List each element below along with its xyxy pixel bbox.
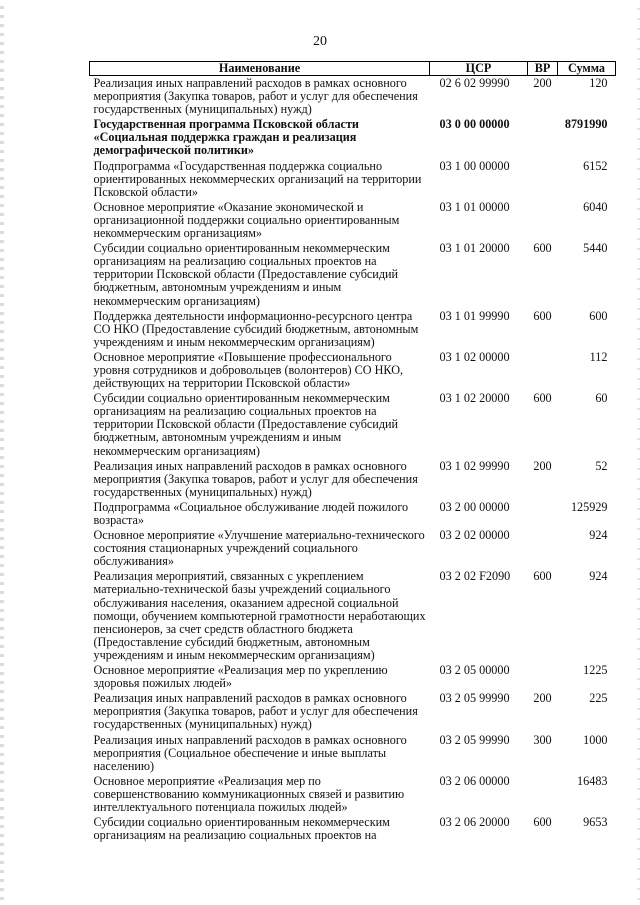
table-row xyxy=(90,569,616,663)
row-csr: 03 0 00 00000 xyxy=(439,117,510,132)
table-row xyxy=(90,815,616,843)
row-vr xyxy=(528,663,558,691)
header-sum: Сумма xyxy=(558,62,616,76)
row-name: Поддержка деятельности информационно-ресурсного центра СО НКО (Предоставление субсидий бюджетным, автономным учреждениям и иным некоммерческим организациям) xyxy=(93,308,419,349)
row-vr xyxy=(528,528,558,569)
row-sum: 16483 xyxy=(577,773,608,788)
row-sum: 5440 xyxy=(583,241,608,256)
row-sum: 120 xyxy=(589,76,608,90)
table-row xyxy=(90,350,616,391)
row-csr: 03 1 02 00000 xyxy=(439,349,510,364)
row-name: Государственная программа Псковской области «Социальная поддержка граждан и реализация демографической политики» xyxy=(93,117,359,158)
row-sum: 52 xyxy=(595,458,608,473)
row-csr: 03 2 02 00000 xyxy=(439,528,510,543)
row-sum: 924 xyxy=(589,569,608,584)
row-name: Подпрограмма «Социальное обслуживание людей пожилого возраста» xyxy=(93,499,409,527)
row-name: Реализация иных направлений расходов в рамках основного мероприятия (Закупка товаров, работ и услуг для обеспечения государственных (муниципальных) нужд) xyxy=(93,691,418,732)
row-csr: 03 2 00 00000 xyxy=(439,499,510,514)
row-sum: 1000 xyxy=(583,732,608,747)
row-vr xyxy=(528,159,558,200)
row-csr: 03 1 01 99990 xyxy=(439,308,510,323)
row-vr: 600 xyxy=(533,241,552,256)
row-name: Реализация иных направлений расходов в рамках основного мероприятия (Социальное обеспечение и иные выплаты населению) xyxy=(93,732,407,773)
row-vr xyxy=(528,774,558,815)
row-vr: 200 xyxy=(533,691,552,706)
table-row xyxy=(90,241,616,308)
row-sum: 8791990 xyxy=(564,117,608,132)
row-csr: 03 2 06 20000 xyxy=(439,815,510,830)
table-row xyxy=(90,391,616,458)
table-row xyxy=(90,663,616,691)
scan-edge-left xyxy=(0,0,4,905)
table-body xyxy=(90,76,616,844)
row-name: Основное мероприятие «Повышение профессионального уровня сотрудников и добровольцев (волонтеров) СО НКО, действующих на территории Псковской области» xyxy=(93,349,404,391)
page-number: 20 xyxy=(313,34,327,49)
row-csr: 03 2 02 F2090 xyxy=(439,569,511,584)
row-name: Основное мероприятие «Улучшение материально-технического состояния стационарных учреждений социального обслуживания» xyxy=(93,528,425,569)
header-vr: ВР xyxy=(528,62,558,76)
row-sum: 924 xyxy=(589,528,608,543)
row-csr: 03 1 02 20000 xyxy=(439,391,510,406)
table-row xyxy=(90,500,616,528)
row-sum: 6152 xyxy=(583,158,608,173)
row-sum: 1225 xyxy=(583,663,608,678)
row-csr: 03 2 05 99990 xyxy=(439,691,510,706)
row-name: Подпрограмма «Государственная поддержка социально ориентированных некоммерческих организаций на территории Псковской области» xyxy=(93,158,422,199)
row-vr: 300 xyxy=(533,732,552,747)
row-name: Субсидии социально ориентированным некоммерческим организациям на реализацию социальных проектов на xyxy=(93,815,390,843)
row-vr: 600 xyxy=(533,308,552,323)
row-sum: 112 xyxy=(589,349,608,364)
row-sum: 6040 xyxy=(583,199,608,214)
table-row xyxy=(90,76,616,118)
row-vr xyxy=(528,200,558,241)
budget-table xyxy=(89,61,616,843)
table-row xyxy=(90,774,616,815)
row-csr: 03 1 01 20000 xyxy=(439,241,510,256)
row-csr: 03 1 00 00000 xyxy=(439,158,510,173)
header-name: Наименование xyxy=(90,62,430,76)
row-sum: 60 xyxy=(595,391,608,406)
header-csr: ЦСР xyxy=(430,62,528,76)
row-vr: 200 xyxy=(533,458,552,473)
table-row xyxy=(90,733,616,774)
table-header-row xyxy=(90,62,616,76)
row-vr: 600 xyxy=(533,815,552,830)
row-name: Реализация иных направлений расходов в рамках основного мероприятия (Закупка товаров, работ и услуг для обеспечения государственных (муниципальных) нужд) xyxy=(93,458,418,499)
row-sum: 9653 xyxy=(583,815,608,830)
row-csr: 03 1 02 99990 xyxy=(439,458,510,473)
row-vr: 200 xyxy=(533,76,552,90)
table-row xyxy=(90,459,616,500)
row-csr: 03 1 01 00000 xyxy=(439,199,510,214)
row-vr xyxy=(528,500,558,528)
row-name: Субсидии социально ориентированным некоммерческим организациям на реализацию социальных проектов на территории Псковской области (Предоставление субсидий бюджетным, автономным учреждениям и иным некоммерческим организациям) xyxy=(93,391,399,458)
table-row xyxy=(90,117,616,158)
row-name: Реализация иных направлений расходов в рамках основного мероприятия (Закупка товаров, работ и услуг для обеспечения государственных (муниципальных) нужд) xyxy=(93,76,418,117)
row-name: Реализация мероприятий, связанных с укреплением материально-технической базы учреждений социального обслуживания населения, оказанием адресной социальной помощи, обучением компьютерной грамотности неработающих пенсионеров, за счет средств областного бюджета (Предоставление субсидий бюджетным, автономным учреждениям и иным некоммерческим организациям) xyxy=(93,569,426,662)
row-csr: 03 2 05 99990 xyxy=(439,732,510,747)
table-row xyxy=(90,200,616,241)
row-name: Основное мероприятие «Оказание экономической и организационной поддержки социально ориентированным некоммерческим организациям» xyxy=(93,199,400,241)
row-csr: 03 2 05 00000 xyxy=(439,663,510,678)
row-vr: 600 xyxy=(533,569,552,584)
row-sum: 125929 xyxy=(570,499,608,514)
table-row xyxy=(90,159,616,200)
table-row xyxy=(90,309,616,350)
row-csr: 02 6 02 99990 xyxy=(439,76,510,90)
row-vr xyxy=(528,117,558,158)
row-name: Основное мероприятие «Реализация мер по укреплению здоровья пожилых людей» xyxy=(93,663,388,691)
row-sum: 225 xyxy=(589,691,608,706)
row-csr: 03 2 06 00000 xyxy=(439,773,510,788)
row-name: Основное мероприятие «Реализация мер по совершенствованию коммуникационных связей и развитию интеллектуального потенциала пожилых людей» xyxy=(93,773,405,814)
row-sum: 600 xyxy=(589,308,608,323)
row-vr xyxy=(528,350,558,391)
row-vr: 600 xyxy=(533,391,552,406)
row-name: Субсидии социально ориентированным некоммерческим организациям на реализацию социальных проектов на территории Псковской области (Предоставление субсидий бюджетным, автономным учреждениям и иным некоммерческим организациям) xyxy=(93,241,399,308)
table-row xyxy=(90,528,616,569)
table-row xyxy=(90,691,616,732)
